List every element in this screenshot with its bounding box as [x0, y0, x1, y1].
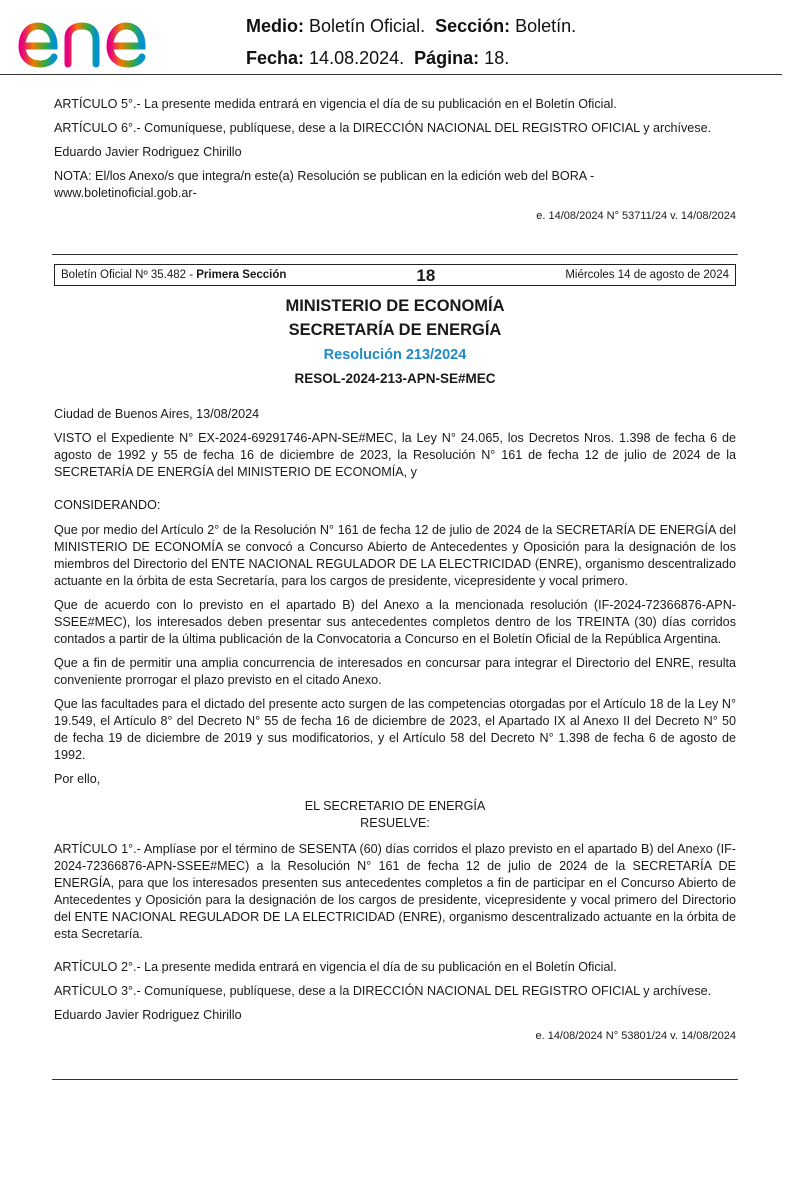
pagina-label: Página: — [414, 48, 480, 68]
clipping-meta — [246, 10, 576, 74]
resuelve-heading: RESUELVE: — [360, 816, 430, 830]
prev-nota: NOTA: El/los Anexo/s que integra/n este(a) Resolución se publican en la edición web del BORA -www.boletinoficial.gob.ar- — [54, 169, 595, 200]
boletin-page-bar — [54, 264, 736, 286]
header-divider — [0, 74, 782, 75]
resolution-code: RESOL-2024-213-APN-SE#MEC — [294, 371, 496, 386]
document-body — [54, 96, 736, 1080]
prev-article-6: ARTÍCULO 6°.- Comuníquese, publíquese, dese a la DIRECCIÓN NACIONAL DEL REGISTRO OFICIAL y archívese. — [54, 121, 712, 135]
boletin-date: Miércoles 14 de agosto de 2024 — [565, 268, 729, 281]
secretariat-name: SECRETARÍA DE ENERGÍA — [288, 321, 502, 339]
signer: Eduardo Javier Rodriguez Chirillo — [54, 1008, 242, 1022]
considerando-4: Que las facultades para el dictado del presente acto surgen de las competencias otorgadas por el Artículo 18 de la Ley N° 19.549, el Artículo 8° del Decreto N° 55 de fecha 16 de diciembre de 2023, el Apartado IX al Anexo II del Decreto N° 50 de fecha 19 de diciembre de 2019 y sus modificatorios, y el Artículo 58 del Decreto N° 1.398 de fecha 6 de agosto de 1992. — [54, 697, 736, 762]
visto-paragraph: VISTO el Expediente N° EX-2024-69291746-APN-SE#MEC, la Ley N° 24.065, los Decretos Nros. 1.398 de fecha 6 de agosto de 1992 y 55 de fecha 16 de diciembre de 2023, la Resolución N° 161 de fecha 12 de julio de 2024 de la SECRETARÍA DE ENERGÍA del MINISTERIO DE ECONOMÍA, y — [54, 431, 736, 479]
bottom-divider — [52, 1079, 738, 1080]
boletin-edition — [61, 267, 286, 284]
enel-logo — [16, 8, 186, 70]
article-3: ARTÍCULO 3°.- Comuníquese, publíquese, dese a la DIRECCIÓN NACIONAL DEL REGISTRO OFICIAL y archívese. — [54, 984, 712, 998]
meta-line-2 — [246, 42, 576, 74]
article-2: ARTÍCULO 2°.- La presente medida entrará en vigencia el día de su publicación en el Boletín Oficial. — [54, 960, 617, 974]
secretario-heading: EL SECRETARIO DE ENERGÍA — [304, 799, 486, 813]
prev-article-5: ARTÍCULO 5°.- La presente medida entrará en vigencia el día de su publicación en el Boletín Oficial. — [54, 97, 617, 111]
clipping-header — [0, 0, 800, 76]
edition-number: Boletín Oficial Nº 35.482 - — [61, 268, 197, 281]
resolution-heading — [54, 294, 736, 390]
pagina-value: 18. — [484, 48, 510, 68]
prev-publication-ref: e. 14/08/2024 N° 53711/24 v. 14/08/2024 — [536, 210, 736, 222]
por-ello: Por ello, — [54, 772, 101, 786]
medio-value: Boletín Oficial. — [309, 16, 426, 36]
considerando-3: Que a fin de permitir una amplia concurrencia de interesados en concursar para integrar el Directorio del ENRE, resulta conveniente prorrogar el plazo previsto en el citado Anexo. — [54, 656, 736, 687]
ministry-name: MINISTERIO DE ECONOMÍA — [285, 297, 505, 315]
section-divider — [52, 254, 738, 255]
place-date: Ciudad de Buenos Aires, 13/08/2024 — [54, 407, 260, 421]
fecha-value: 14.08.2024. — [309, 48, 405, 68]
considerando-2: Que de acuerdo con lo previsto en el apartado B) del Anexo a la mencionada resolución (IF-2024-72366876-APN-SSEE#MEC), los interesados deben presentar sus antecedentes completos dentro de los TREINTA (30) días corridos contados a partir de la última publicación de la Convocatoria a Concurso en el Boletín Oficial de la República Argentina. — [54, 598, 736, 646]
medio-label: Medio: — [246, 16, 304, 36]
edition-section: Primera Sección — [196, 268, 287, 281]
meta-line-1 — [246, 10, 576, 42]
considerando-1: Que por medio del Artículo 2° de la Resolución N° 161 de fecha 12 de julio de 2024 de la SECRETARÍA DE ENERGÍA del MINISTERIO DE ECONOMÍA se convocó a Concurso Abierto de Antecedentes y Oposición para la designación de los miembros del Directorio del ENTE NACIONAL REGULADOR DE LA ELECTRICIDAD (ENRE), organismo descentralizado actuante en la órbita de esta Secretaría, para los cargos de presidente, vicepresidente y vocal primero. — [54, 523, 736, 588]
seccion-value: Boletín. — [515, 16, 577, 36]
article-1: ARTÍCULO 1°.- Amplíase por el término de SESENTA (60) días corridos el plazo previsto en el apartado B) del Anexo (IF-2024-72366876-APN-SSEE#MEC) a la Resolución N° 161 de fecha 12 de julio de 2024 de la SECRETARÍA DE ENERGÍA, para que los interesados presenten sus antecedentes completos a fin de participar en el Concurso Abierto de Antecedentes y Oposición para la designación de los cargos de presidente, vicepresidente y vocal primero del Directorio del ENTE NACIONAL REGULADOR DE LA ELECTRICIDAD (ENRE), organismo descentralizado actuante en la órbita de esta Secretaría. — [54, 842, 736, 941]
publication-ref: e. 14/08/2024 N° 53801/24 v. 14/08/2024 — [535, 1030, 736, 1042]
prev-signer: Eduardo Javier Rodriguez Chirillo — [54, 145, 242, 159]
boletin-page-number: 18 — [416, 265, 436, 285]
seccion-label: Sección: — [435, 16, 511, 36]
resolution-title: Resolución 213/2024 — [323, 347, 467, 363]
fecha-label: Fecha: — [246, 48, 305, 68]
considerando-heading: CONSIDERANDO: — [54, 498, 161, 512]
